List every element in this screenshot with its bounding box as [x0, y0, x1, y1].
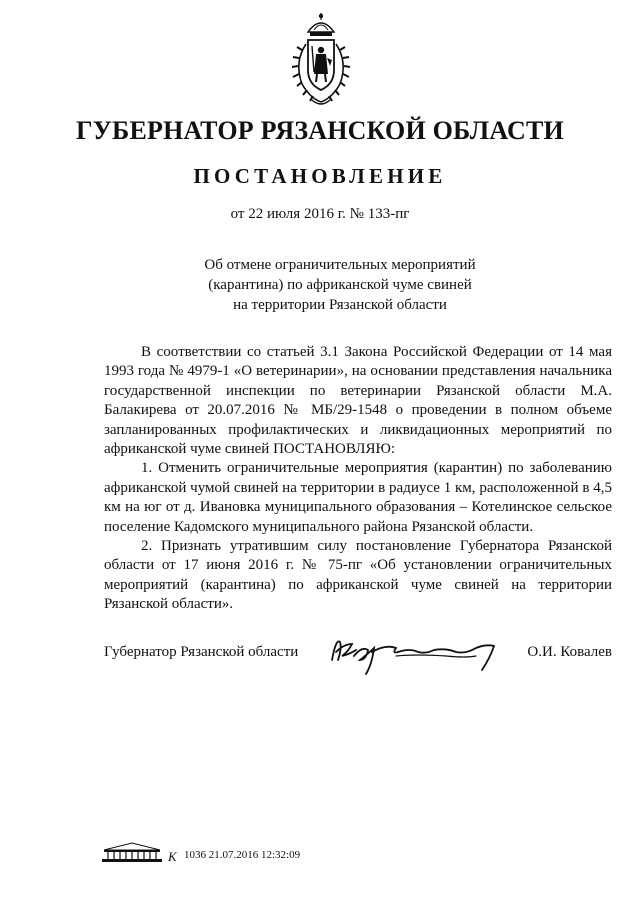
- document-body: [104, 343, 612, 615]
- handwritten-signature-icon: [326, 630, 504, 678]
- issuer-title: ГУБЕРНАТОР РЯЗАНСКОЙ ОБЛАСТИ: [76, 116, 564, 145]
- subject-line: (карантина) по африканской чуме свиней: [208, 277, 472, 293]
- body-paragraph-preamble: В соответствии со статьей 3.1 Закона Российской Федерации от 14 мая 1993 года № 4979-1 «О ветеринарии», на основании представления начальника государственной инспекции по ветеринарии Рязанской области М.А. Балакирева от 20.07.2016 № МБ/29-1548 о проведении в полном объеме запланированных профилактических и ликвидационных мероприятий по африканской чуме свиней ПОСТАНОВЛЯЮ:: [104, 344, 612, 458]
- document-subject: [160, 255, 520, 315]
- subject-line: Об отмене ограничительных мероприятий: [204, 257, 476, 273]
- document-type: ПОСТАНОВЛЕНИЕ: [193, 164, 447, 188]
- registration-footer: [100, 840, 400, 866]
- registration-number-timestamp: 1036 21.07.2016 12:32:09: [184, 849, 301, 861]
- body-paragraph-item-1: 1. Отменить ограничительные мероприятия (карантин) по заболеванию африканской чумой свиней на территории в радиусе 1 км, расположенной в 4,5 км на юг от д. Ивановка муниципального образования – Котелинское сельское поселение Кадомского муниципального района Рязанской области.: [104, 460, 612, 535]
- signatory-name: О.И. Ковалев: [527, 644, 612, 660]
- signature-block: [104, 632, 612, 682]
- body-paragraph-item-2: 2. Признать утратившим силу постановление Губернатора Рязанской области от 17 июня 2016 г. № 75-пг «Об установлении ограничительных мероприятий (карантина) по африканской чуме свиней на территории Рязанской области».: [104, 538, 612, 613]
- signatory-position: Губернатор Рязанской области: [104, 644, 299, 660]
- subject-line: на территории Рязанской области: [233, 297, 447, 313]
- document-date-number: от 22 июля 2016 г. № 133-пг: [230, 206, 410, 222]
- registration-mark: К: [168, 849, 177, 864]
- ryazan-coat-of-arms-icon: [288, 10, 354, 110]
- government-building-logo-icon: [100, 840, 164, 864]
